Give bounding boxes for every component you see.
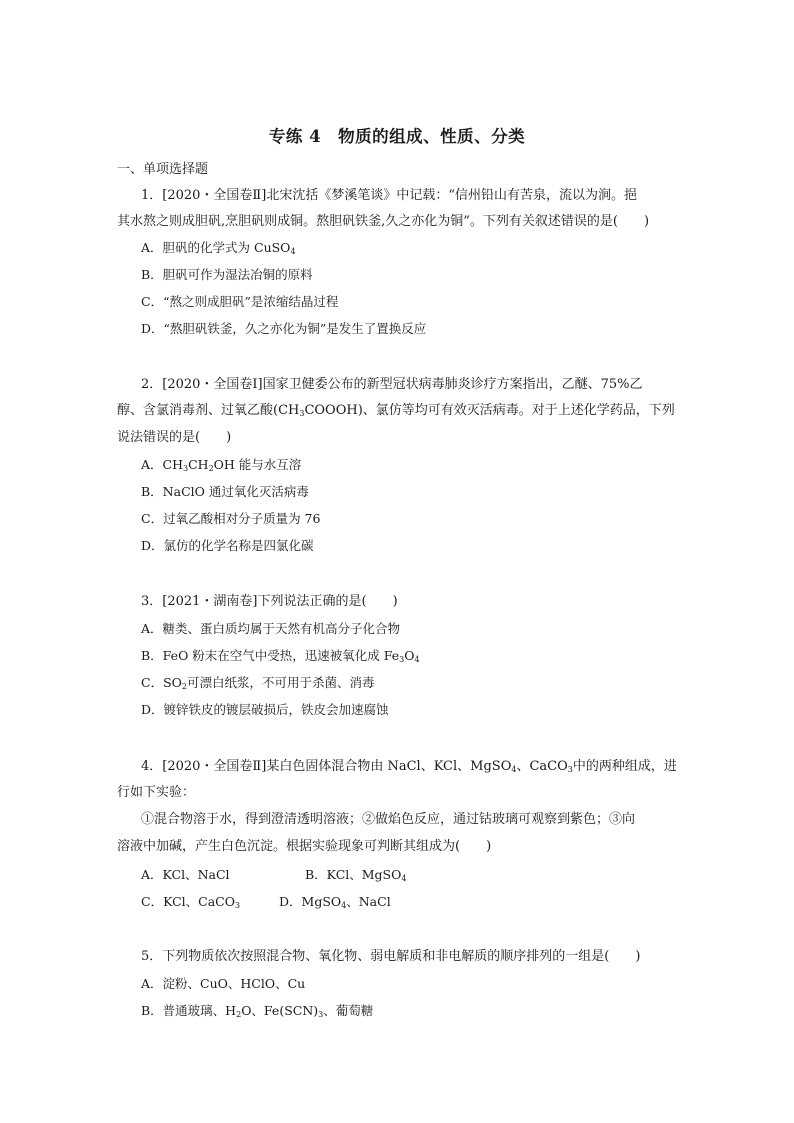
option-text: C．SO	[141, 675, 182, 690]
question-1-stem-line1: 1．[2020・全国卷Ⅱ]北宋沈括《梦溪笔谈》中记载：“信州铅山有苦泉，流以为涧。挹	[141, 188, 637, 203]
question-1-option-d: D．“熬胆矾铁釜，久之亦化为铜”是发生了置换反应	[141, 321, 427, 336]
option-text: A．CH	[141, 457, 183, 472]
option-text: O	[404, 648, 415, 663]
subscript: 4	[341, 901, 347, 910]
stem-text: 醇、含氯消毒剂、过氧乙酸(CH	[117, 403, 300, 418]
question-4-option-c	[141, 893, 240, 911]
question-3-option-b	[141, 647, 420, 665]
section-heading: 一、单项选择题	[117, 162, 209, 177]
question-5-stem-line1: 5．下列物质依次按照混合物、氧化物、弱电解质和非电解质的顺序排列的一组是( )	[141, 949, 641, 964]
option-text: 可漂白纸浆，不可用于杀菌、消毒	[186, 675, 375, 690]
question-3-option-c	[141, 674, 375, 692]
subscript: 3	[399, 655, 405, 664]
option-text: 、NaCl	[346, 894, 391, 909]
option-text: CH	[188, 457, 209, 472]
question-4-stem-line1	[141, 758, 677, 776]
option-text: C．KCl、CaCO	[141, 894, 235, 909]
subscript: 2	[208, 464, 214, 473]
question-2-stem-line2	[117, 402, 675, 420]
option-text: B．FeO 粉末在空气中受热，迅速被氧化成 Fe	[141, 648, 400, 663]
stem-text: 中的两种组成，进	[572, 759, 677, 774]
option-text: 、葡萄糖	[323, 1003, 374, 1018]
stem-text: 、CaCO	[516, 759, 568, 774]
question-3-stem-line1: 3．[2021・湖南卷]下列说法正确的是( )	[141, 594, 398, 609]
question-4-stem-line2: 行如下实验：	[117, 785, 196, 800]
question-2-stem-line1: 2．[2020・全国卷Ⅰ]国家卫健委公布的新型冠状病毒肺炎诊疗方案指出，乙醚、75%乙	[141, 377, 643, 392]
subscript: 2	[181, 682, 187, 691]
question-4-option-d	[279, 893, 391, 911]
subscript: 4	[401, 874, 407, 883]
question-3-option-d: D．镀锌铁皮的镀层破损后，铁皮会加速腐蚀	[141, 702, 389, 717]
option-text: D．MgSO	[279, 894, 342, 909]
question-3-option-a: A．糖类、蛋白质均属于天然有机高分子化合物	[141, 621, 401, 636]
question-1-option-b: B．胆矾可作为湿法冶铜的原料	[141, 267, 313, 282]
option-text: B．KCl、MgSO	[305, 867, 402, 882]
question-1-option-c: C．“熬之则成胆矾”是浓缩结晶过程	[141, 294, 339, 309]
question-2-option-b: B．NaClO 通过氧化灭活病毒	[141, 484, 309, 499]
option-text: O、Fe(SCN)	[241, 1003, 319, 1018]
question-4-stem-line3: ①混合物溶于水，得到澄清透明溶液；②做焰色反应，通过钴玻璃可观察到紫色；③向	[141, 812, 636, 827]
question-1-option-a	[141, 239, 296, 257]
option-text: OH 能与水互溶	[213, 457, 302, 472]
question-2-option-a	[141, 456, 301, 474]
subscript: 4	[290, 247, 296, 256]
question-4-option-b	[305, 866, 406, 884]
subscript: 4	[511, 765, 517, 774]
stem-text: 4．[2020・全国卷Ⅱ]某白色固体混合物由 NaCl、KCl、MgSO	[141, 759, 512, 774]
question-1-stem-line2: 其水熬之则成胆矾,烹胆矾则成铜。熬胆矾铁釜,久之亦化为铜”。下列有关叙述错误的是( )	[117, 214, 650, 229]
page-title: 专练 4 物质的组成、性质、分类	[268, 127, 526, 146]
question-2-option-d: D．氯仿的化学名称是四氯化碳	[141, 538, 314, 553]
subscript: 3	[183, 464, 189, 473]
option-text: B．普通玻璃、H	[141, 1003, 237, 1018]
stem-text: COOOH)、氯仿等均可有效灭活病毒。对于上述化学药品，下列	[304, 403, 675, 418]
question-5-option-b	[141, 1002, 373, 1020]
subscript: 3	[318, 1010, 324, 1019]
question-5-option-a: A．淀粉、CuO、HClO、Cu	[141, 976, 306, 991]
question-2-option-c: C．过氧乙酸相对分子质量为 76	[141, 511, 321, 526]
subscript: 4	[414, 655, 420, 664]
option-text: A．胆矾的化学式为 CuSO	[141, 240, 291, 255]
subscript: 3	[234, 901, 241, 910]
question-4-stem-line4: 溶液中加碱，产生白色沉淀。根据实验现象可判断其组成为( )	[117, 839, 492, 854]
question-4-option-a: A．KCl、NaCl	[141, 867, 230, 882]
question-2-stem-line3: 说法错误的是( )	[117, 430, 232, 445]
subscript: 3	[299, 409, 305, 418]
subscript: 2	[236, 1010, 242, 1019]
subscript: 3	[567, 765, 573, 774]
